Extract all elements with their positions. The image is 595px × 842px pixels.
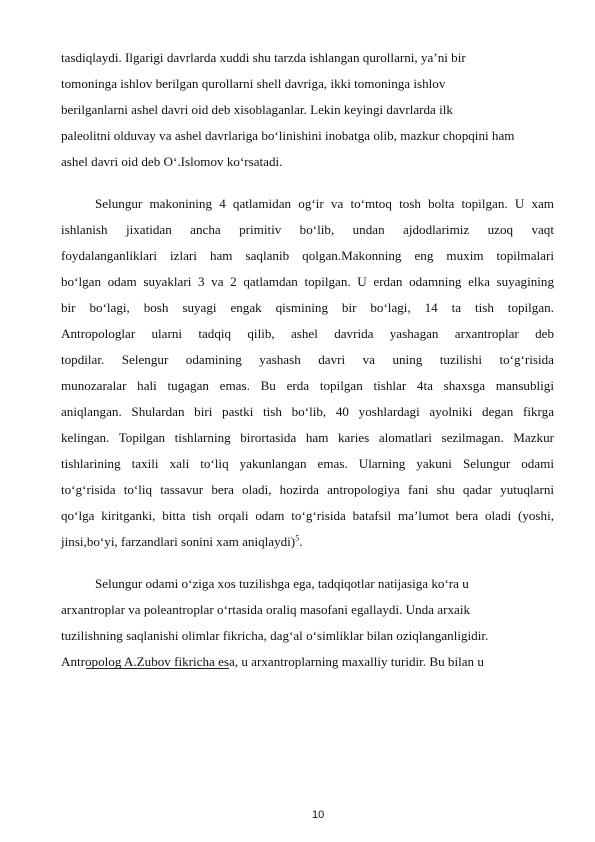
text-line: to‘g‘risida to‘liq tassavur bera oladi, hozirda antropologiya fani shu qadar yutuqlarni — [61, 482, 554, 497]
text-line: qo‘lga kiritganki, bitta tish orqali odam to‘g‘risida batafsil ma’lumot bera oladi (yoshi, — [61, 508, 554, 523]
text-line: foydalanganliklari izlari ham saqlanib qolgan.Makonning eng muxim topilmalari — [61, 248, 554, 263]
page-number: 10 — [312, 809, 325, 821]
text-line: tuzilishning saqlanishi olimlar fikricha, dag‘al o‘simliklar bilan oziqlanganligidir. — [61, 628, 489, 643]
text-line: tomoninga ishlov berilgan qurollarni shell davriga, ikki tomoninga ishlov — [61, 76, 446, 91]
footnote-separator — [86, 668, 229, 669]
text-line: ishlanish jixatidan ancha primitiv bo‘lib, undan ajdodlarimiz uzoq vaqt — [61, 222, 554, 237]
text-line: bir bo‘lagi, bosh suyagi engak qismining bir bo‘lagi, 14 ta tish topilgan. — [61, 300, 554, 315]
text-line: paleolitni olduvay va ashel davrlariga bo‘linishini inobatga olib, mazkur chopqini ham — [61, 128, 515, 143]
text-line: Selungur odami o‘ziga xos tuzilishga ega, tadqiqotlar natijasiga ko‘ra u — [95, 576, 469, 591]
text-line: Antropologlar ularni tadqiq qilib, ashel davrida yashagan arxantroplar deb — [61, 326, 554, 341]
text-line: munozaralar hali tugagan emas. Bu erda topilgan tishlar 4ta shaxsga mansubligi — [61, 378, 554, 393]
text-line: kelingan. Topilgan tishlarning birortasida ham karies alomatlari sezilmagan. Mazkur — [61, 430, 554, 445]
text-line: tasdiqlaydi. Ilgarigi davrlarda xuddi shu tarzda ishlangan qurollarni, ya’ni bir — [61, 50, 466, 65]
text-line: topdilar. Selengur odamining yashash davri va uning tuzilishi to‘g‘risida — [61, 352, 554, 367]
text-line: aniqlangan. Shulardan biri pastki tish bo‘lib, 40 yoshlardagi ayolniki degan fikrga — [61, 404, 554, 419]
text-line: berilganlarni ashel davri oid deb xisoblaganlar. Lekin keyingi davrlarda ilk — [61, 102, 453, 117]
text-line: ashel davri oid deb O‘.Islomov ko‘rsatadi. — [61, 154, 283, 169]
text-line — [61, 534, 302, 550]
text-line: tishlarining taxili xali to‘liq yakunlangan emas. Ularning yakuni Selungur odami — [61, 456, 554, 471]
footnote-reference[interactable]: 5 — [295, 533, 300, 543]
text-line: bo‘lgan odam suyaklari 3 va 2 qatlamdan topilgan. U erdan odamning elka suyagining — [61, 274, 554, 289]
text-line: Antropolog A.Zubov fikricha esa, u arxantroplarning maxalliy turidir. Bu bilan u — [61, 654, 484, 669]
text-line: Selungur makonining 4 qatlamidan og‘ir va to‘mtoq tosh bolta topilgan. U xam — [95, 196, 554, 211]
text-span: jinsi,bo‘yi, farzandlari sonini xam aniqlaydi) — [61, 534, 296, 549]
text-line: arxantroplar va poleantroplar o‘rtasida oraliq masofani egallaydi. Unda arxaik — [61, 602, 471, 617]
text-span: . — [299, 534, 303, 549]
